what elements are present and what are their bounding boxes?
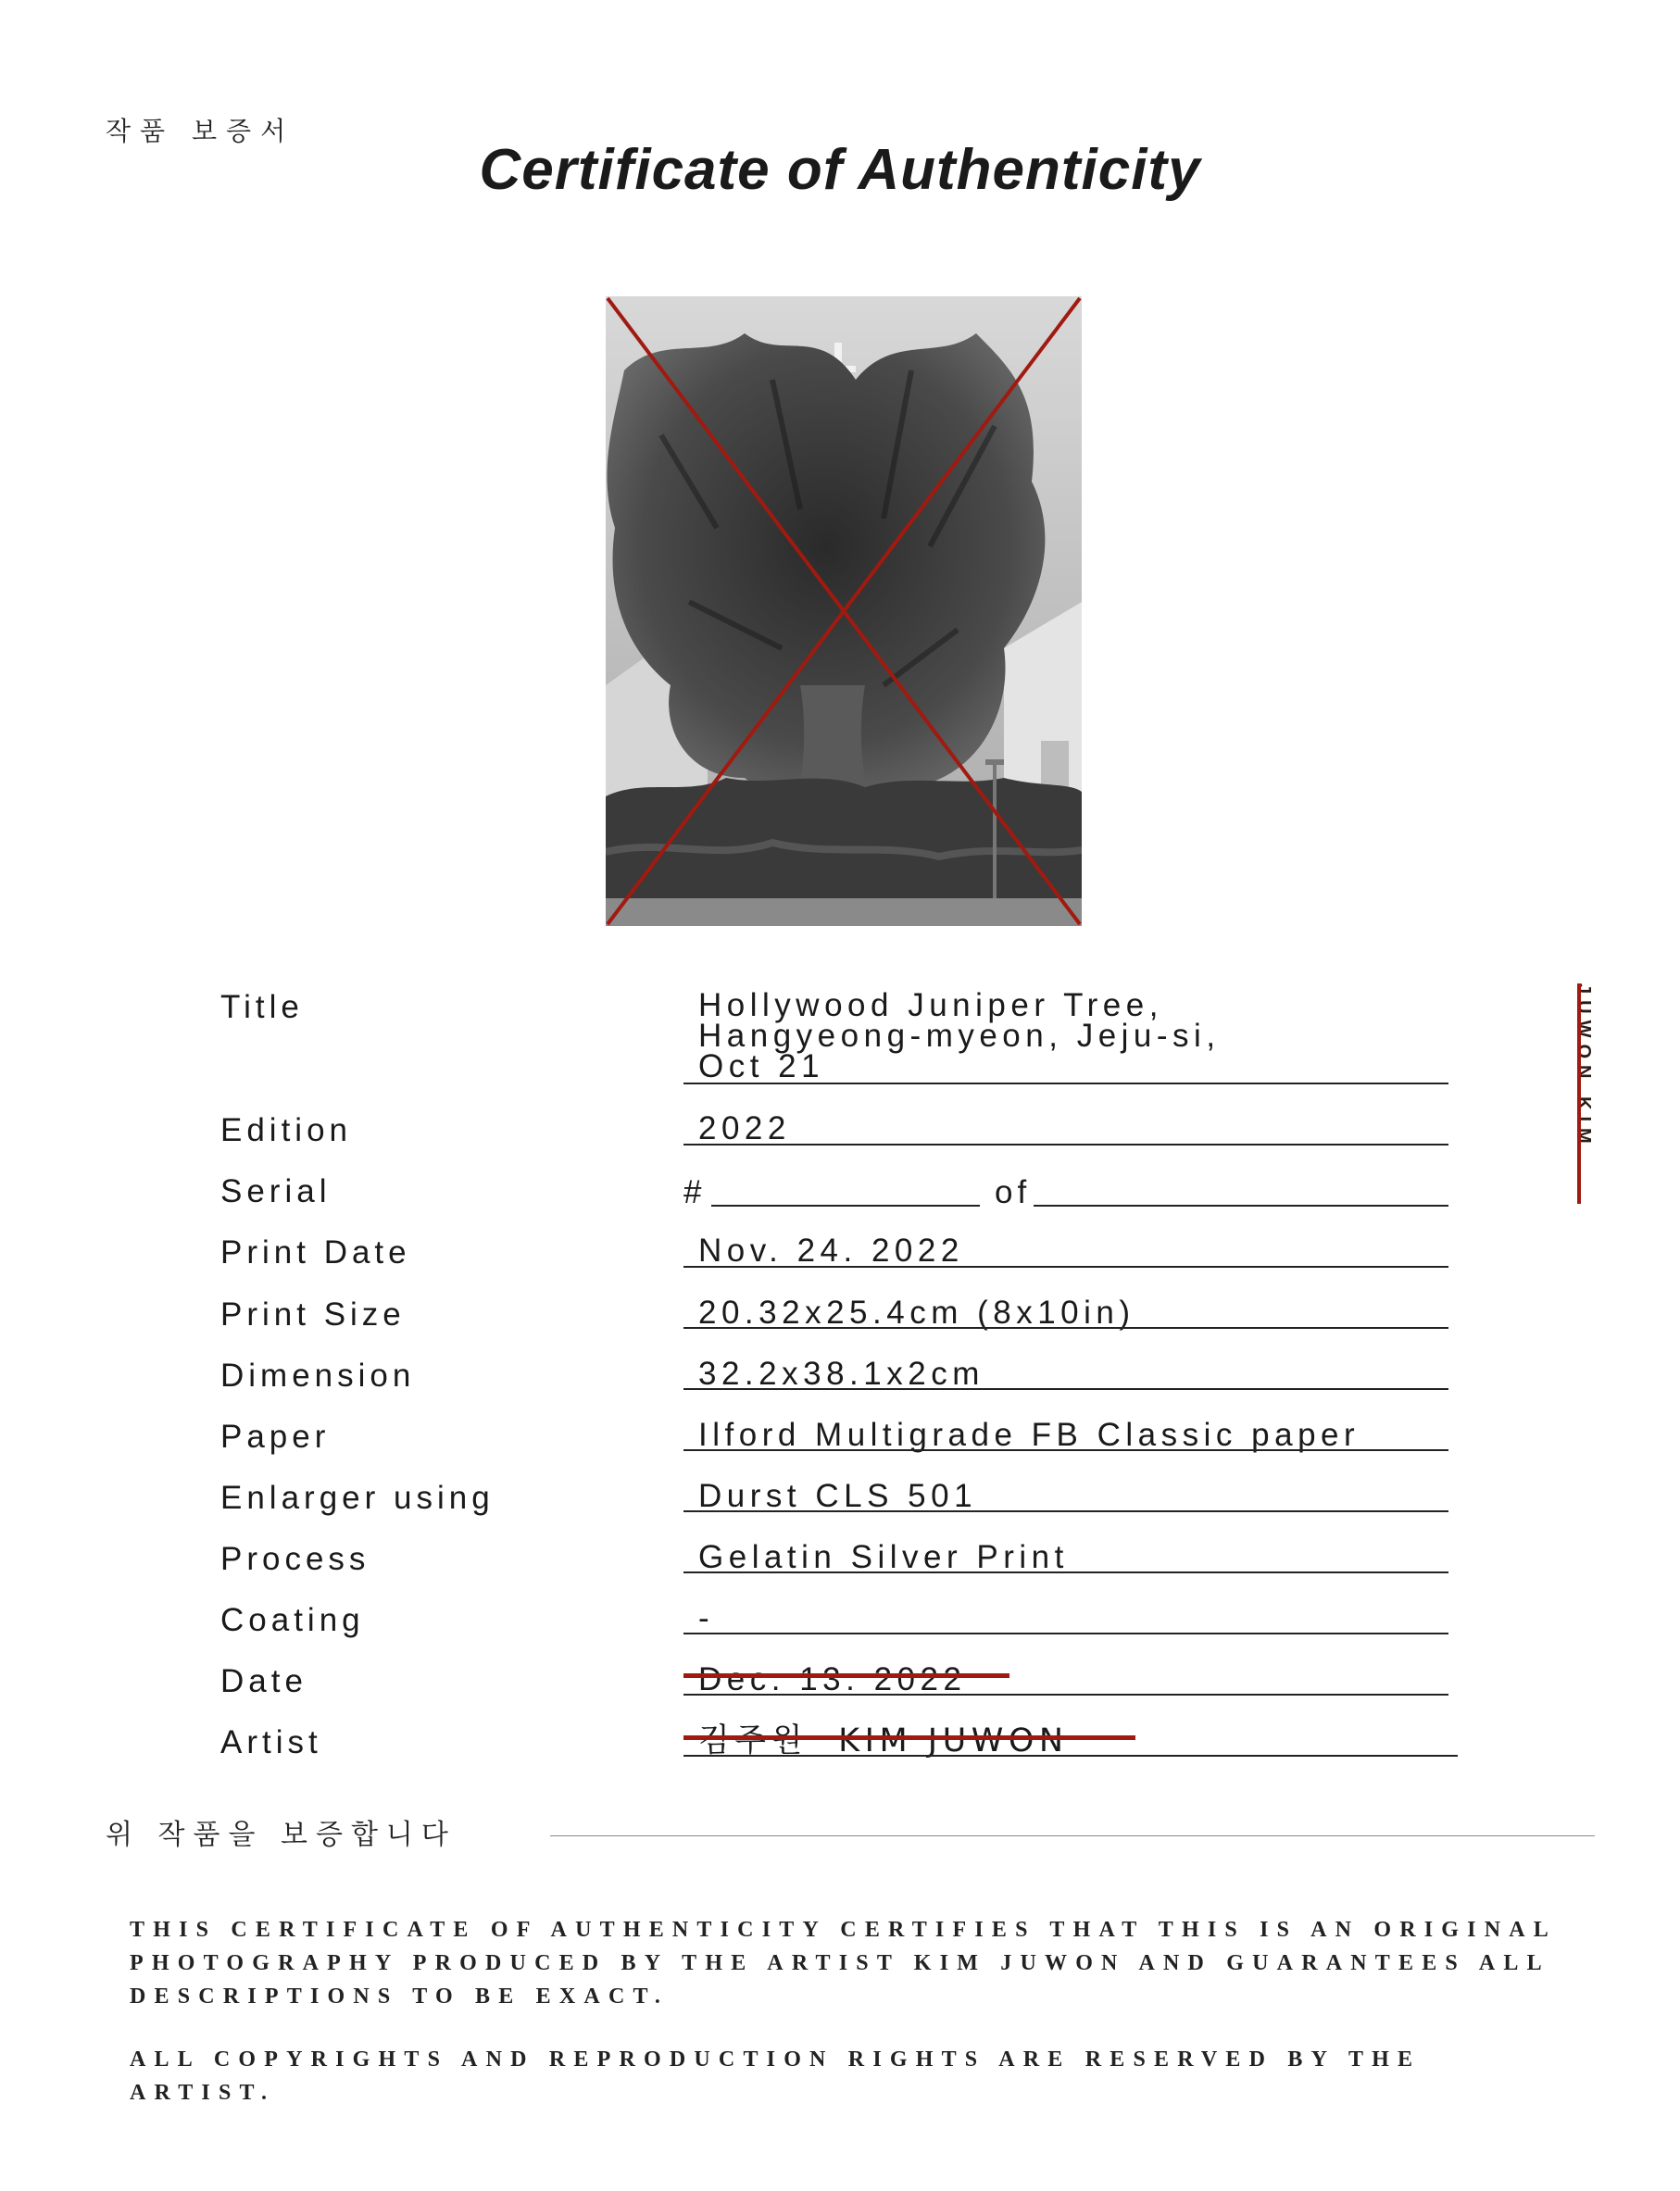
paper-value: Ilford Multigrade FB Classic paper [698,1417,1360,1453]
dimension-label: Dimension [220,1358,416,1394]
serial-number-line [711,1205,980,1207]
process-label: Process [220,1541,370,1577]
edition-underline [683,1144,1448,1146]
enlarger-value: Durst CLS 501 [698,1478,978,1514]
signature-text: JUWON KIM [1573,983,1594,1150]
serial-of: of [995,1174,1032,1210]
print-size-underline [683,1327,1448,1329]
title-value-line-2: Hangyeong-myeon, Jeju-si, [698,1018,1221,1054]
coating-underline [683,1633,1448,1634]
paper-label: Paper [220,1419,331,1455]
title-value-line-1: Hollywood Juniper Tree, [698,987,1163,1023]
print-date-underline [683,1266,1448,1268]
dimension-underline [683,1388,1448,1390]
vertical-signature [1565,983,1593,1204]
certification-statement: THIS CERTIFICATE OF AUTHENTICITY CERTIFIES THAT THIS IS AN ORIGINAL PHOTOGRAPHY PRODUCED BY THE ARTIST KIM JUWON AND GUARANTEES ALL DESCRIPTIONS TO BE EXACT. [130,1918,1556,2009]
paper-underline [683,1449,1448,1451]
artwork-photo [606,296,1082,926]
serial-hash: # [683,1174,707,1210]
process-value: Gelatin Silver Print [698,1539,1069,1575]
date-strikethrough [683,1673,1009,1678]
edition-label: Edition [220,1112,353,1148]
serial-total-line [1034,1205,1448,1207]
enlarger-underline [683,1510,1448,1512]
date-underline [683,1694,1448,1696]
process-underline [683,1571,1448,1573]
korean-guarantee-text: 위 작품을 보증합니다 [106,1819,457,1851]
print-date-value: Nov. 24. 2022 [698,1233,964,1269]
coating-value: - [698,1600,715,1636]
enlarger-label: Enlarger using [220,1480,495,1516]
title-label: Title [220,989,304,1025]
date-label: Date [220,1663,307,1699]
artist-value: 김주원 KIM JUWON [698,1722,1069,1759]
title-value-line-3: Oct 21 [698,1048,825,1084]
certificate-title: Certificate of Authenticity [479,138,1201,202]
title-underline [683,1083,1448,1084]
coating-label: Coating [220,1602,365,1638]
photo-illustration [606,296,1082,926]
dimension-value: 32.2x38.1x2cm [698,1356,984,1392]
print-size-value: 20.32x25.4cm (8x10in) [698,1295,1135,1331]
artist-underline [683,1755,1458,1757]
korean-header: 작품 보증서 [106,116,295,146]
artist-strikethrough [683,1735,1135,1740]
print-date-label: Print Date [220,1234,411,1271]
copyright-statement: ALL COPYRIGHTS AND REPRODUCTION RIGHTS ARE RESERVED BY THE ARTIST. [130,2047,1422,2105]
edition-value: 2022 [698,1110,791,1146]
print-size-label: Print Size [220,1296,406,1333]
guarantee-signature-line [550,1835,1595,1836]
date-value: Dec. 13. 2022 [698,1661,967,1697]
serial-label: Serial [220,1173,332,1209]
signature-strikethrough [1577,983,1581,1204]
artist-label: Artist [220,1724,322,1760]
